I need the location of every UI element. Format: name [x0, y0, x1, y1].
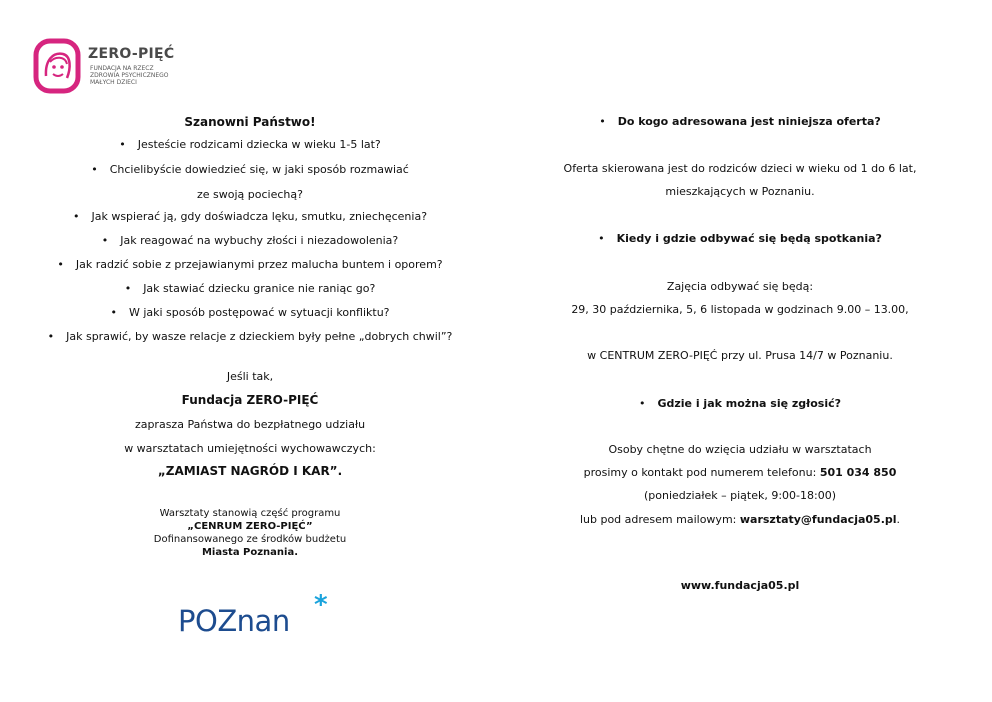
phone-number[interactable]: 501 034 850: [819, 466, 897, 479]
invite-line-2: w warsztatach umiejętności wychowawczych:: [124, 442, 376, 455]
question-text: • Jak reagować na wybuchy złości i niezadowolenia?: [102, 234, 399, 247]
program-name: „CENRUM ZERO-PIĘĆ”: [187, 521, 313, 532]
question-text: • Jak wspierać ją, gdy doświadcza lęku, smutku, zniechęcenia?: [73, 210, 427, 223]
program-city: Miasta Poznania.: [201, 547, 299, 558]
faq-question-audience: [490, 115, 990, 128]
email-line: [490, 513, 990, 526]
question-item: [10, 163, 490, 176]
logo-title: ZERO-PIĘĆ: [88, 46, 175, 62]
faq-question-text: • Do kogo adresowana jest niniejsza oferta?: [599, 115, 881, 128]
office-hours: (poniedziałek – piątek, 9:00-18:00): [644, 489, 836, 502]
question-item: [10, 330, 490, 343]
faq-answer-line: Zajęcia odbywać się będą:: [666, 280, 814, 293]
phone-line: [490, 466, 990, 479]
question-text: • Jak sprawić, by wasze relacje z dzieckiem były pełne „dobrych chwil”?: [48, 330, 453, 343]
faq-question-text: • Kiedy i gdzie odbywać się będą spotkania?: [598, 232, 882, 245]
question-text: • Jak radzić sobie z przejawianymi przez malucha buntem i oporem?: [57, 258, 442, 271]
faq-question-when: [490, 232, 990, 245]
faq-answer-line: Oferta skierowana jest do rodziców dzieci w wieku od 1 do 6 lat,: [563, 162, 917, 175]
foundation-name: Fundacja ZERO-PIĘĆ: [181, 393, 319, 407]
email-label: lub pod adresem mailowym:: [579, 513, 740, 526]
logo-subtitle-line: ZDROWIA PSYCHICZNEGO: [90, 72, 169, 79]
foundation-logo: [33, 38, 193, 98]
logo-subtitle-line: FUNDACJA NA RZECZ: [90, 65, 154, 72]
faq-answer-line: w CENTRUM ZERO-PIĘĆ przy ul. Prusa 14/7 w Poznaniu.: [587, 349, 893, 362]
email-link[interactable]: warsztaty@fundacja05.pl: [739, 513, 897, 526]
question-item: [10, 138, 490, 151]
question-item: [10, 234, 490, 247]
invite-line-1: zaprasza Państwa do bezpłatnego udziału: [134, 418, 366, 431]
logo-subtitle: [90, 65, 200, 86]
poznan-star-icon: *: [314, 590, 328, 620]
if-so-text: Jeśli tak,: [226, 370, 274, 383]
question-text: • Jak stawiać dziecku granice nie raniąc go?: [125, 282, 376, 295]
logo-subtitle-line: MAŁYCH DZIECI: [90, 79, 137, 86]
workshop-title: „ZAMIAST NAGRÓD I KAR”.: [157, 464, 343, 478]
question-item: [10, 282, 490, 295]
question-item: [10, 210, 490, 223]
faq-question-how: [490, 397, 990, 410]
question-continuation: ze swoją pociechą?: [197, 188, 303, 201]
faq-question-text: • Gdzie i jak można się zgłosić?: [639, 397, 841, 410]
question-text: • Jesteście rodzicami dziecka w wieku 1-5 lat?: [119, 138, 381, 151]
program-line-1: Warsztaty stanowią część programu: [159, 508, 341, 519]
faq-answer-line: 29, 30 października, 5, 6 listopada w godzinach 9.00 – 13.00,: [571, 303, 909, 316]
poznan-logo-text: POZnan: [178, 604, 290, 638]
question-item: [10, 258, 490, 271]
faq-answer-line: Osoby chętne do wzięcia udziału w warsztatach: [608, 443, 872, 456]
program-line-3: Dofinansowanego ze środków budżetu: [153, 534, 347, 545]
phone-label: prosimy o kontakt pod numerem telefonu:: [583, 466, 820, 479]
question-text: • W jaki sposób postępować w sytuacji konfliktu?: [110, 306, 389, 319]
email-suffix: .: [896, 513, 901, 526]
website-link[interactable]: www.fundacja05.pl: [680, 579, 800, 592]
face-logo-icon: [33, 38, 81, 94]
poznan-logo: [178, 590, 338, 640]
greeting-heading: Szanowni Państwo!: [184, 115, 316, 129]
faq-answer-line: mieszkających w Poznaniu.: [665, 185, 815, 198]
question-item: [10, 306, 490, 319]
question-text: • Chcielibyście dowiedzieć się, w jaki sposób rozmawiać: [91, 163, 409, 176]
